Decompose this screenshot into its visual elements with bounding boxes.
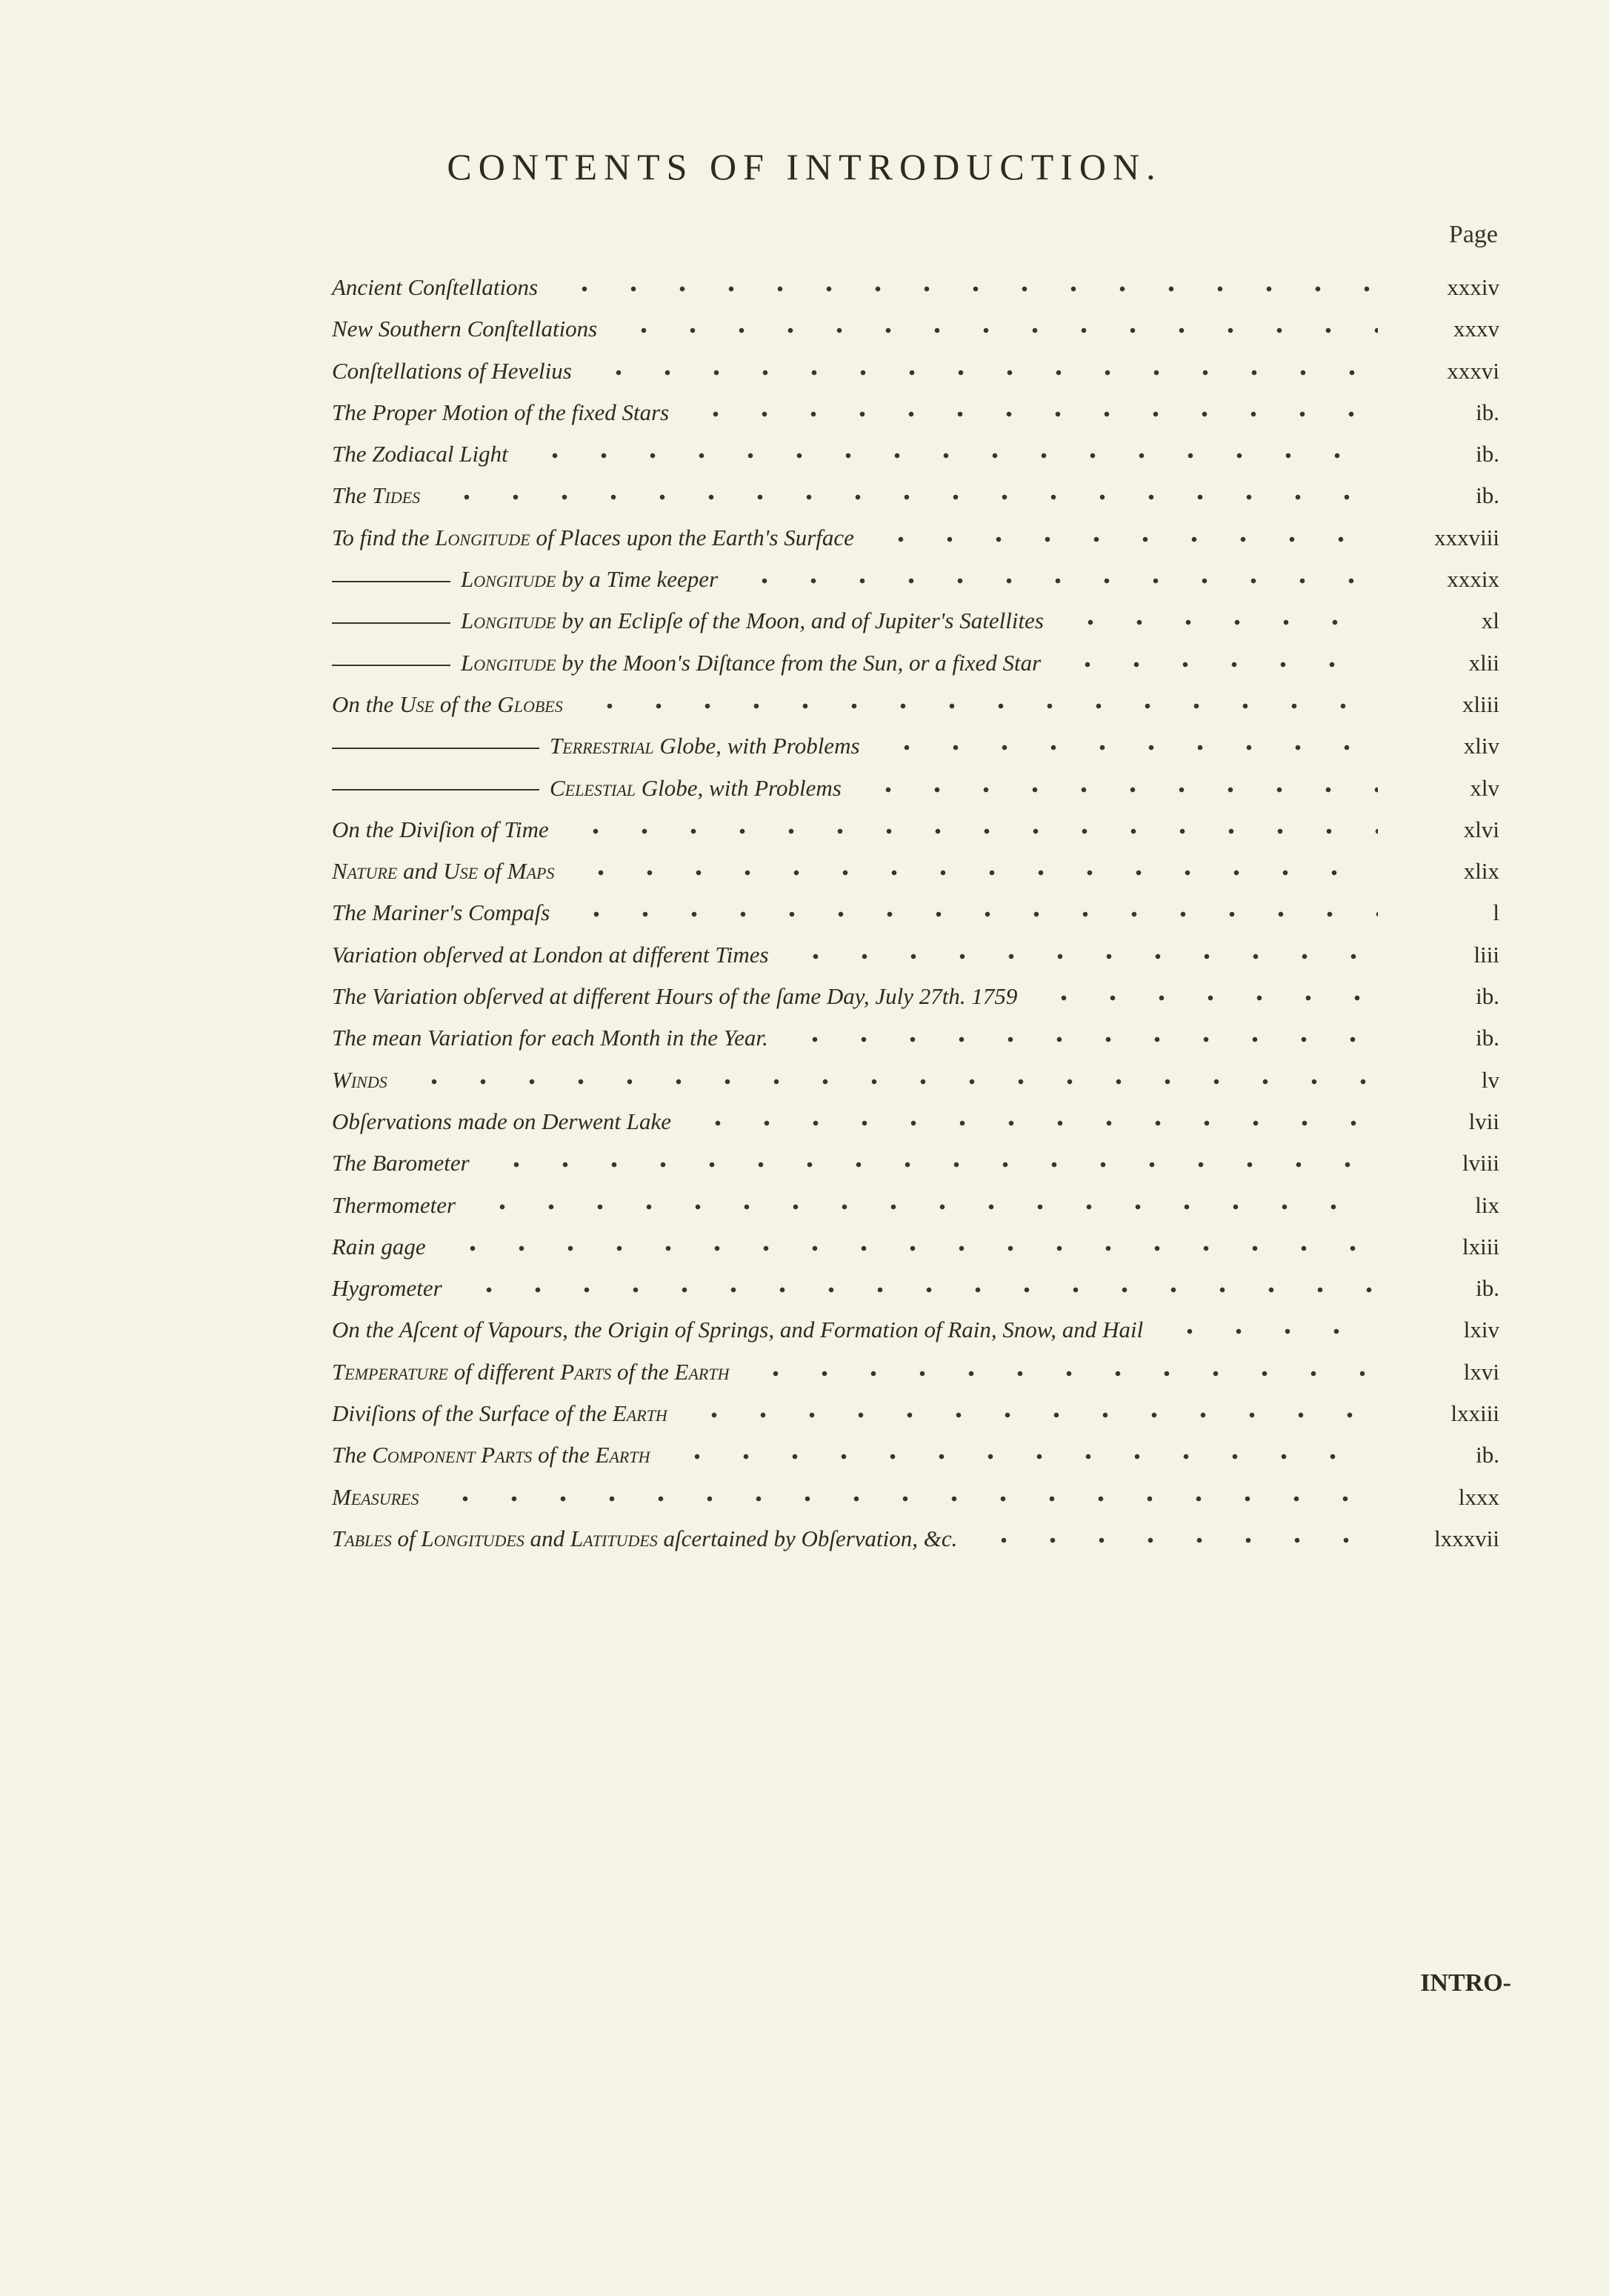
toc-page-number: liii bbox=[1473, 941, 1499, 968]
toc-entry bbox=[332, 775, 842, 802]
toc-entry-text: The Mariner's Compaſs bbox=[332, 899, 550, 926]
toc-entry-text: The Barometer bbox=[332, 1150, 470, 1177]
dot-leader bbox=[576, 870, 1378, 876]
toc-row bbox=[332, 644, 1517, 685]
dot-leader bbox=[751, 1371, 1378, 1377]
toc-row bbox=[332, 1269, 1517, 1311]
toc-entry bbox=[332, 441, 508, 467]
dot-leader bbox=[691, 411, 1378, 417]
dot-leader bbox=[442, 494, 1378, 500]
toc-row bbox=[332, 435, 1517, 476]
dot-leader bbox=[693, 1120, 1378, 1126]
toc-row bbox=[332, 1102, 1517, 1144]
toc-entry bbox=[332, 650, 1041, 676]
toc-entry bbox=[332, 1234, 426, 1260]
toc-entry bbox=[332, 1484, 419, 1511]
dot-leader bbox=[560, 286, 1378, 292]
toc-row bbox=[332, 560, 1517, 602]
toc-page-number: xliii bbox=[1462, 691, 1499, 717]
toc-page-number: ib. bbox=[1476, 983, 1499, 1010]
toc-page-number: ib. bbox=[1476, 1442, 1499, 1468]
catchword: INTRO- bbox=[1420, 1969, 1511, 1997]
toc-entry bbox=[332, 316, 597, 342]
toc-page-number: ib. bbox=[1476, 1275, 1499, 1302]
ditto-rule bbox=[332, 622, 450, 624]
toc-entry-text: Variation obſerved at London at different Times bbox=[332, 941, 769, 968]
toc-entry bbox=[332, 1525, 957, 1552]
dot-leader bbox=[492, 1162, 1378, 1168]
dot-leader bbox=[448, 1245, 1378, 1251]
toc-row bbox=[332, 393, 1517, 435]
toc-entry-text: On the Aſcent of Vapours, the Origin of Springs, and Formation of Rain, Snow, and Hail bbox=[332, 1317, 1144, 1343]
toc-entry-text: Celeſtial Globe, with Problems bbox=[550, 774, 842, 801]
dot-leader bbox=[1165, 1328, 1378, 1334]
dot-leader bbox=[571, 828, 1378, 834]
toc-entry bbox=[332, 1150, 470, 1177]
toc-page-number: l bbox=[1493, 899, 1499, 926]
toc-row bbox=[332, 602, 1517, 643]
toc-row bbox=[332, 852, 1517, 894]
dot-leader bbox=[740, 578, 1378, 584]
dot-leader bbox=[1063, 662, 1378, 668]
dot-leader bbox=[594, 370, 1378, 376]
table-of-contents bbox=[332, 268, 1517, 1561]
dot-leader bbox=[882, 745, 1378, 751]
toc-entry-text: The mean Variation for each Month in the Year. bbox=[332, 1025, 768, 1051]
toc-entry-text: On the Use of the Globes bbox=[332, 691, 563, 717]
toc-entry bbox=[332, 1400, 667, 1427]
dot-leader bbox=[790, 1036, 1378, 1042]
dot-leader bbox=[619, 327, 1378, 333]
toc-page-number: xxxiv bbox=[1447, 274, 1499, 300]
toc-page-number: xlii bbox=[1468, 649, 1499, 676]
toc-entry bbox=[332, 899, 550, 926]
dot-leader bbox=[864, 787, 1378, 793]
toc-page-number: xxxvi bbox=[1447, 357, 1499, 384]
toc-row bbox=[332, 476, 1517, 518]
toc-page-number: lviii bbox=[1462, 1150, 1499, 1177]
dot-leader bbox=[791, 954, 1378, 959]
toc-row bbox=[332, 727, 1517, 768]
toc-entry-text: Conſtellations of Hevelius bbox=[332, 357, 572, 384]
toc-row bbox=[332, 1478, 1517, 1520]
toc-entry-text: Winds bbox=[332, 1066, 387, 1093]
toc-page-number: xxxix bbox=[1447, 566, 1499, 593]
toc-page-number: xxxv bbox=[1453, 316, 1499, 342]
toc-entry-text: Thermometer bbox=[332, 1191, 456, 1218]
toc-entry bbox=[332, 608, 1044, 634]
toc-entry-text: Longitude by the Moon's Diſtance from the Sun, or a fixed Star bbox=[461, 649, 1042, 676]
dot-leader bbox=[464, 1287, 1378, 1293]
toc-entry bbox=[332, 1442, 650, 1468]
toc-entry bbox=[332, 1108, 671, 1135]
dot-leader bbox=[530, 453, 1378, 459]
toc-page-number: ib. bbox=[1476, 482, 1499, 509]
toc-page-number: ib. bbox=[1476, 1025, 1499, 1051]
toc-entry-text: Ancient Conſtellations bbox=[332, 274, 539, 300]
dot-leader bbox=[1066, 619, 1378, 625]
toc-page-number: lxiv bbox=[1463, 1317, 1499, 1343]
toc-entry-text: Tables of Longitudes and Latitudes aſcertained by Obſervation, &c. bbox=[332, 1525, 958, 1551]
dot-leader bbox=[1039, 995, 1378, 1001]
toc-row bbox=[332, 1353, 1517, 1394]
toc-row bbox=[332, 1394, 1517, 1436]
toc-page-number: lxiii bbox=[1462, 1233, 1499, 1260]
toc-row bbox=[332, 1311, 1517, 1352]
toc-entry-text: The Component Parts of the Earth bbox=[332, 1442, 650, 1468]
dot-leader bbox=[585, 703, 1378, 709]
toc-entry-text: The Variation obſerved at different Hours of the ſame Day, July 27th. 1759 bbox=[332, 983, 1018, 1010]
toc-entry bbox=[332, 733, 860, 759]
toc-page-number: lxxxvii bbox=[1434, 1525, 1499, 1551]
toc-page-number: lxxiii bbox=[1450, 1400, 1499, 1427]
toc-entry bbox=[332, 858, 554, 885]
dot-leader bbox=[478, 1204, 1378, 1210]
toc-entry bbox=[332, 983, 1017, 1010]
toc-page-number: lxvi bbox=[1463, 1358, 1499, 1385]
toc-row bbox=[332, 1228, 1517, 1269]
toc-entry bbox=[332, 1317, 1143, 1343]
toc-row bbox=[332, 936, 1517, 977]
toc-page-number: ib. bbox=[1476, 441, 1499, 467]
toc-entry-text: Temperature of different Parts of the Earth bbox=[332, 1358, 730, 1385]
toc-entry bbox=[332, 399, 669, 426]
toc-entry-text: New Southern Conſtellations bbox=[332, 316, 598, 342]
dot-leader bbox=[979, 1537, 1378, 1543]
toc-entry-text: Diviſions of the Surface of the Earth bbox=[332, 1400, 667, 1427]
toc-entry-text: Longitude by an Eclipſe of the Moon, and of Jupiter's Satellites bbox=[461, 608, 1044, 634]
toc-entry-text: Hygrometer bbox=[332, 1275, 442, 1302]
toc-page-number: ib. bbox=[1476, 399, 1499, 425]
dot-leader bbox=[572, 911, 1378, 917]
dot-leader bbox=[690, 1412, 1378, 1418]
dot-leader bbox=[441, 1496, 1378, 1502]
toc-entry bbox=[332, 358, 572, 385]
toc-row bbox=[332, 977, 1517, 1019]
toc-entry-text: Measures bbox=[332, 1483, 419, 1510]
toc-entry bbox=[332, 816, 549, 843]
toc-row bbox=[332, 811, 1517, 852]
toc-page-number: lv bbox=[1481, 1066, 1499, 1093]
toc-row bbox=[332, 894, 1517, 935]
toc-row bbox=[332, 1186, 1517, 1228]
toc-entry-text: On the Diviſion of Time bbox=[332, 816, 549, 842]
toc-row bbox=[332, 1061, 1517, 1102]
toc-entry bbox=[332, 1025, 768, 1051]
ditto-rule bbox=[332, 665, 450, 666]
toc-entry-text: To find the Longitude of Places upon the Earth's Surface bbox=[332, 524, 854, 550]
toc-row bbox=[332, 1436, 1517, 1477]
toc-entry bbox=[332, 482, 420, 509]
dot-leader bbox=[673, 1454, 1378, 1460]
toc-page-number: xlvi bbox=[1463, 816, 1499, 842]
toc-page-number: xlv bbox=[1470, 774, 1499, 801]
toc-entry-text: Longitude by a Time keeper bbox=[461, 566, 719, 593]
toc-entry bbox=[332, 1275, 442, 1302]
toc-page-number: lxxx bbox=[1458, 1483, 1499, 1510]
toc-entry-text: The Proper Motion of the fixed Stars bbox=[332, 399, 670, 425]
toc-row bbox=[332, 769, 1517, 811]
toc-entry bbox=[332, 942, 769, 968]
toc-row bbox=[332, 685, 1517, 727]
ditto-rule bbox=[332, 748, 539, 749]
toc-row bbox=[332, 352, 1517, 393]
ditto-rule bbox=[332, 789, 539, 791]
toc-entry-text: Nature and Use of Maps bbox=[332, 858, 555, 885]
toc-page-number: xliv bbox=[1463, 733, 1499, 759]
toc-entry bbox=[332, 525, 854, 551]
dot-leader bbox=[876, 536, 1378, 542]
toc-entry bbox=[332, 274, 538, 301]
toc-row bbox=[332, 1520, 1517, 1561]
toc-page-number: lix bbox=[1475, 1191, 1499, 1218]
toc-page-number: lvii bbox=[1468, 1108, 1499, 1134]
toc-entry-text: Terreſtrial Globe, with Problems bbox=[550, 733, 860, 759]
toc-page-number: xxxviii bbox=[1434, 524, 1499, 550]
toc-entry-text: The Tides bbox=[332, 482, 421, 509]
toc-entry bbox=[332, 1192, 456, 1219]
ditto-rule bbox=[332, 581, 450, 582]
toc-page-number: xlix bbox=[1463, 858, 1499, 885]
toc-entry-text: Rain gage bbox=[332, 1233, 426, 1260]
toc-row bbox=[332, 310, 1517, 351]
toc-row bbox=[332, 268, 1517, 310]
toc-row bbox=[332, 1019, 1517, 1060]
toc-entry bbox=[332, 1067, 387, 1094]
page-title: CONTENTS OF INTRODUCTION. bbox=[447, 146, 1162, 187]
toc-row bbox=[332, 519, 1517, 560]
dot-leader bbox=[410, 1079, 1378, 1085]
toc-entry bbox=[332, 691, 563, 718]
toc-page-number: xl bbox=[1481, 608, 1499, 634]
toc-entry bbox=[332, 566, 718, 593]
toc-entry-text: The Zodiacal Light bbox=[332, 441, 508, 467]
page-column-header: Page bbox=[1448, 221, 1498, 248]
toc-entry-text: Obſervations made on Derwent Lake bbox=[332, 1108, 672, 1134]
toc-entry bbox=[332, 1359, 729, 1385]
toc-row bbox=[332, 1144, 1517, 1185]
